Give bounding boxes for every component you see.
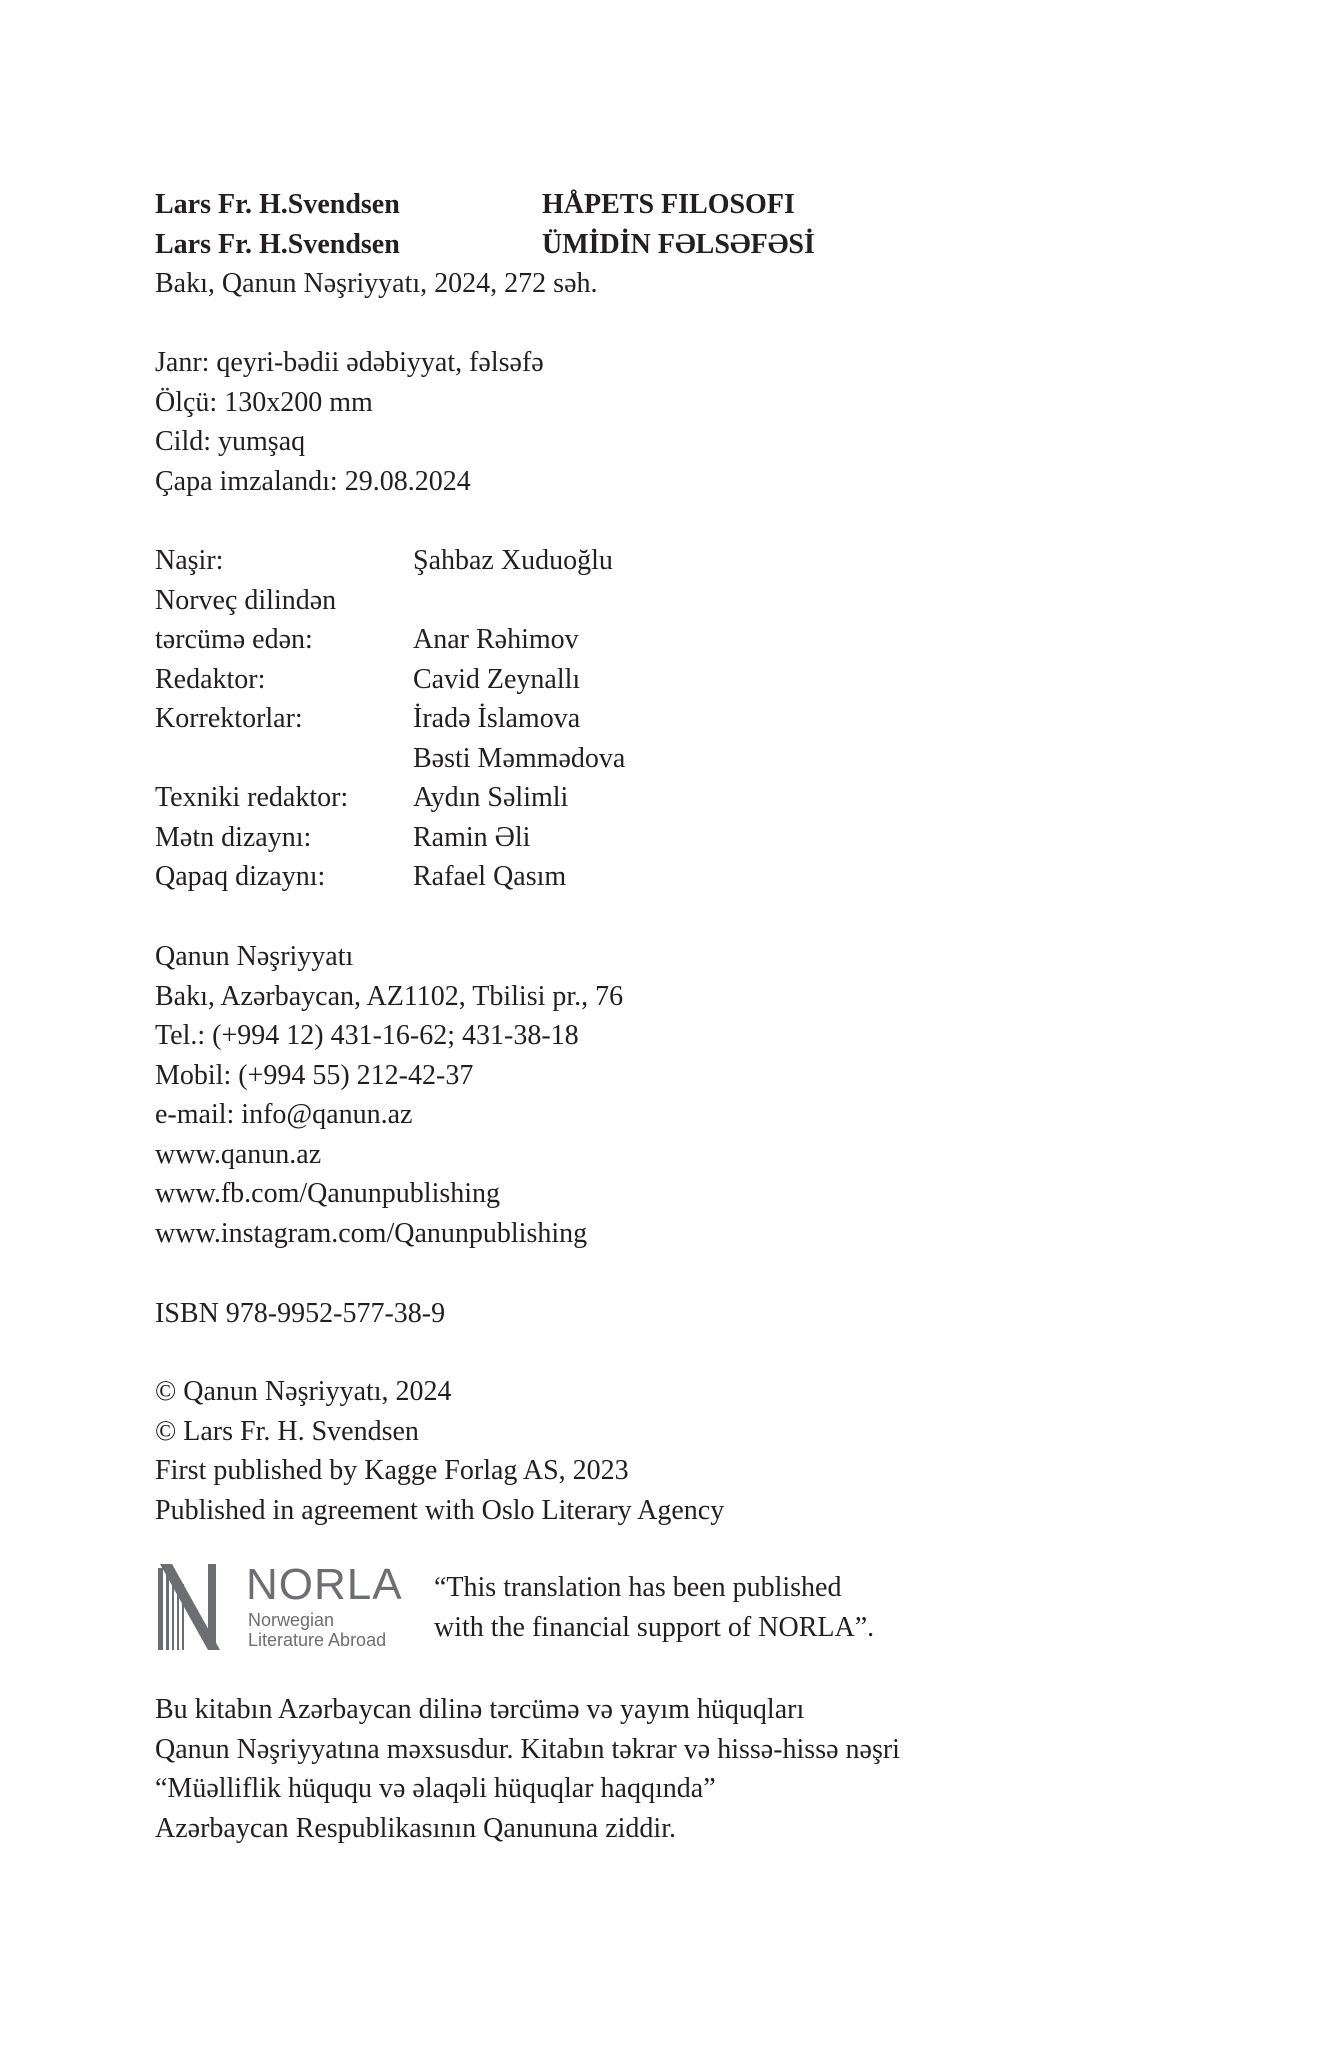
norla-name: NORLA [246, 1560, 403, 1609]
credit-row [155, 581, 625, 621]
publisher-instagram: www.instagram.com/Qanunpublishing [155, 1217, 588, 1249]
rights-line: Bu kitabın Azərbaycan dilinə tərcümə və yayım hüquqları [155, 1694, 805, 1725]
credit-name: Rafael Qasım [413, 861, 567, 892]
credit-name: Cavid Zeynallı [413, 663, 581, 695]
spec-genre: Janr: qeyri-bədii ədəbiyyat, fəlsəfə [155, 347, 544, 378]
credit-role: Redaktor: [155, 663, 266, 695]
credit-role: Texniki redaktor: [155, 782, 349, 813]
publisher-mobile: Mobil: (+994 55) 212-42-37 [155, 1059, 474, 1091]
norla-subtitle [248, 1610, 386, 1650]
publisher-block [155, 937, 623, 1253]
norla-logo [158, 1562, 403, 1652]
publisher-facebook: www.fb.com/Qanunpublishing [155, 1178, 501, 1209]
credit-role: tərcümə edən: [155, 624, 313, 655]
norla-subtitle-line: Norwegian [248, 1610, 335, 1630]
credit-role: Naşir: [155, 545, 224, 576]
credit-name: İradə İslamova [413, 703, 581, 734]
rights-line: Azərbaycan Respublikasının Qanununa ziddir. [155, 1812, 676, 1844]
rights-line: “Müəlliflik hüququ və əlaqəli hüquqlar haqqında” [155, 1773, 716, 1804]
quote-line: with the financial support of NORLA”. [434, 1611, 875, 1643]
credit-name: Aydın Səlimli [413, 782, 569, 813]
isbn-block [155, 1294, 445, 1334]
spec-binding: Cild: yumşaq [155, 426, 306, 457]
credit-name: Şahbaz Xuduoğlu [413, 545, 613, 576]
credit-row [155, 857, 625, 897]
credit-row [155, 699, 625, 739]
author-name: Lars Fr. H.Svendsen [155, 228, 400, 260]
credit-row [155, 541, 625, 581]
copyright-line: © Qanun Nəşriyyatı, 2024 [155, 1376, 452, 1407]
norla-n-icon [158, 1564, 220, 1650]
credit-role: Norveç dilindən [155, 584, 337, 616]
publisher-address: Bakı, Azərbaycan, AZ1102, Tbilisi pr., 76 [155, 980, 624, 1012]
quote-line: “This translation has been published [434, 1572, 842, 1603]
author-name: Lars Fr. H.Svendsen [155, 189, 400, 220]
credit-role [155, 739, 413, 779]
credits-block [155, 541, 625, 897]
credit-row [155, 620, 625, 660]
norla-support-quote [434, 1568, 874, 1647]
publisher-name: Qanun Nəşriyyatı [155, 941, 354, 972]
spec-size: Ölçü: 130x200 mm [155, 386, 373, 418]
copyright-line: Published in agreement with Oslo Literary Agency [155, 1494, 725, 1526]
specs-block [155, 343, 544, 501]
credit-role: Qapaq dizaynı: [155, 861, 326, 892]
copyright-block [155, 1372, 724, 1530]
translated-title: ÜMİDİN FƏLSƏFƏSİ [542, 228, 815, 260]
credit-role: Korrektorlar: [155, 703, 303, 734]
imprint-line: Bakı, Qanun Nəşriyyatı, 2024, 272 səh. [155, 268, 598, 299]
credit-row [155, 818, 625, 858]
publisher-email: e-mail: info@qanun.az [155, 1099, 413, 1130]
title-row-original [155, 185, 815, 225]
publisher-website: www.qanun.az [155, 1138, 322, 1170]
norla-subtitle-line: Literature Abroad [248, 1630, 387, 1650]
credit-row [155, 778, 625, 818]
copyright-line: © Lars Fr. H. Svendsen [155, 1415, 419, 1447]
credit-row [155, 739, 625, 779]
credit-name: Anar Rəhimov [413, 624, 579, 655]
publisher-phone: Tel.: (+994 12) 431-16-62; 431-38-18 [155, 1020, 579, 1051]
title-row-translated [155, 225, 815, 265]
credit-role: Mətn dizaynı: [155, 821, 312, 853]
rights-block [155, 1690, 900, 1848]
original-title: HÅPETS FILOSOFI [542, 189, 795, 220]
credit-row [155, 660, 625, 700]
spec-print-date: Çapa imzalandı: 29.08.2024 [155, 465, 471, 497]
credit-name: Bəsti Məmmədova [413, 742, 626, 774]
title-block [155, 185, 815, 304]
rights-line: Qanun Nəşriyyatına məxsusdur. Kitabın təkrar və hissə-hissə nəşri [155, 1733, 900, 1765]
credit-name: Ramin Əli [413, 821, 531, 853]
copyright-line: First published by Kagge Forlag AS, 2023 [155, 1455, 629, 1486]
isbn: ISBN 978-9952-577-38-9 [155, 1298, 446, 1329]
